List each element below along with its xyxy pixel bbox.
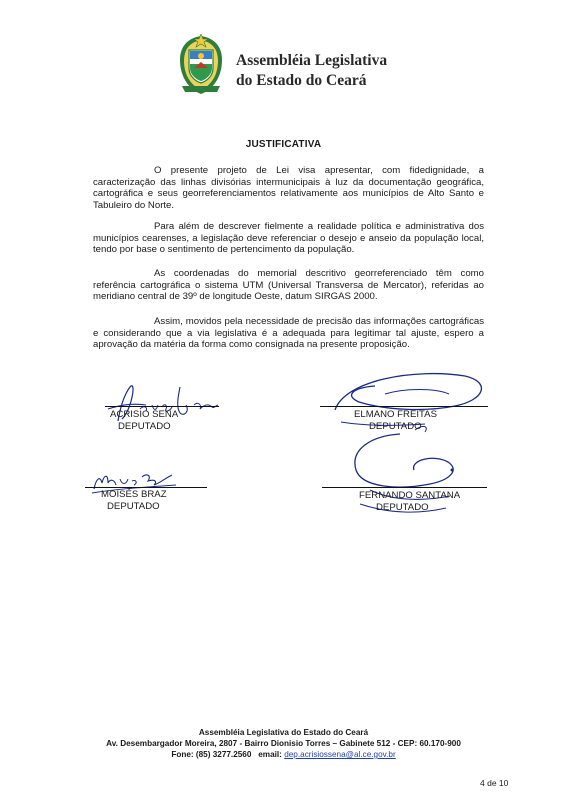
document-heading: JUSTIFICATIVA bbox=[245, 139, 322, 150]
signatory-name-acrisio-sena: ACRISIO SENA bbox=[110, 409, 179, 420]
institution-name-line1: Assembléia Legislativa bbox=[236, 52, 388, 69]
signature-line bbox=[320, 406, 488, 407]
signature-line bbox=[85, 487, 207, 488]
footer-phone: Fone: (85) 3277.2560 bbox=[171, 750, 252, 759]
footer-email-label: email: bbox=[258, 750, 282, 759]
signature-line bbox=[322, 487, 487, 488]
footer-contact bbox=[0, 749, 567, 760]
footer-institution: Assembléia Legislativa do Estado do Ceará bbox=[198, 728, 369, 737]
ceara-state-coat-of-arms-icon bbox=[176, 34, 226, 96]
footer-email-link[interactable]: dep.acrisiossena@al.ce.gov.br bbox=[284, 750, 396, 759]
signatory-name-moises-braz: MOISÉS BRAZ bbox=[101, 489, 167, 500]
signature-line bbox=[105, 406, 219, 407]
signatory-name-elmano-freitas: ELMANO FREITAS bbox=[354, 409, 437, 420]
signatory-role-elmano-freitas: DEPUTADO bbox=[369, 421, 422, 432]
institution-name-line2: do Estado do Ceará bbox=[236, 72, 367, 89]
page-footer bbox=[0, 727, 567, 760]
body-paragraph-2: Para além de descrever fielmente a realidade política e administrativa dos municípios cearenses, a legislação deve referenciar o desejo e anseio da população local, tendo por base o sentimento de pertencimento da população. bbox=[93, 221, 484, 256]
body-paragraph-4: Assim, movidos pela necessidade de precisão das informações cartográficas e considerando que a via legislativa é a adequada para legitimar tal ajuste, espero a aprovação da matéria da forma como consignada na presente proposição. bbox=[93, 316, 484, 351]
signatory-role-acrisio-sena: DEPUTADO bbox=[118, 421, 171, 432]
signatory-role-fernando-santana: DEPUTADO bbox=[376, 502, 429, 513]
signatory-name-fernando-santana: FERNANDO SANTANA bbox=[359, 490, 461, 501]
body-paragraph-3: As coordenadas do memorial descritivo georreferenciado têm como referência cartográfica o sistema UTM (Universal Transversa de Mercator), referidas ao meridiano central de 39º de longitude Oeste, datum SIRGAS 2000. bbox=[93, 268, 484, 303]
body-paragraph-1: O presente projeto de Lei visa apresentar, com fidedignidade, a caracterização das linhas divisórias intermunicipais à luz da documentação geográfica, cartográfica e seus georreferenciamentos relativamente aos municípios de Alto Santo e Tabuleiro do Norte. bbox=[93, 165, 484, 211]
footer-address: Av. Desembargador Moreira, 2807 - Bairro Dionisio Torres – Gabinete 512 - CEP: 60.170-900 bbox=[106, 739, 461, 748]
signatory-role-moises-braz: DEPUTADO bbox=[107, 501, 160, 512]
page-number: 4 de 10 bbox=[480, 778, 509, 788]
